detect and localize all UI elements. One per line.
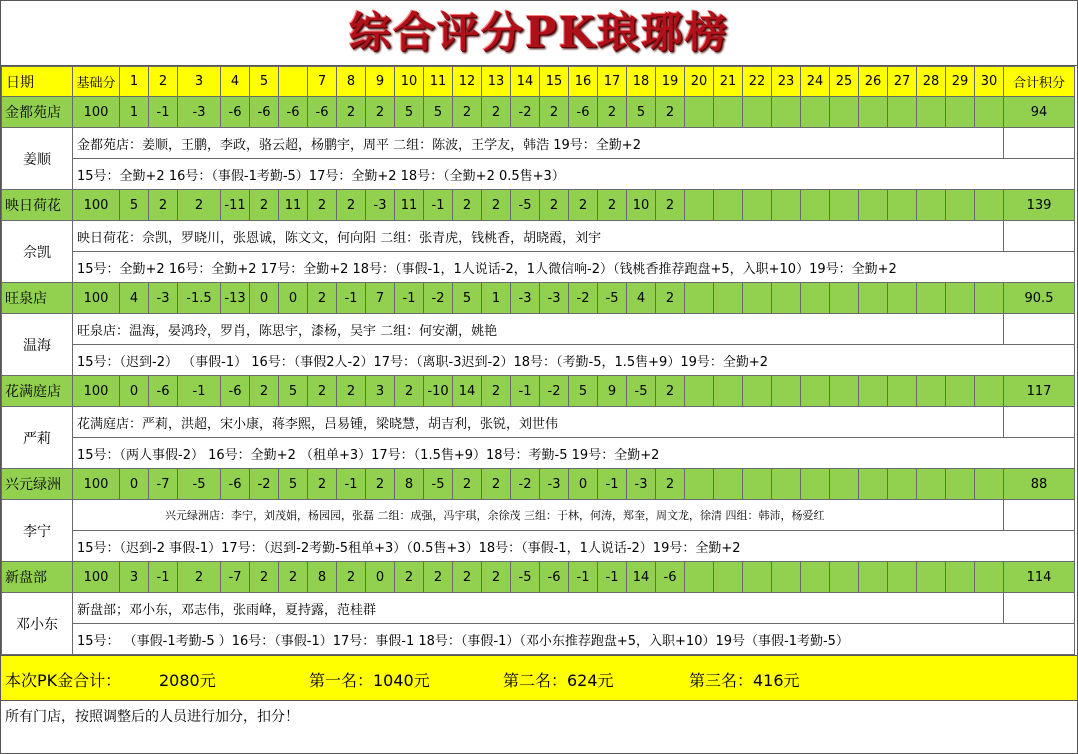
day-score-cell <box>859 190 888 221</box>
note-row <box>2 438 1075 469</box>
header-row <box>2 67 1075 97</box>
day-score-cell <box>830 376 859 407</box>
day-score-cell <box>975 97 1004 128</box>
day-score-cell: -2 <box>511 469 540 500</box>
day-score-cell <box>917 562 946 593</box>
day-score-cell <box>714 283 743 314</box>
day-score-cell: -11 <box>221 190 250 221</box>
day-score-cell: 2 <box>598 97 627 128</box>
page-title: 综合评分PK琅琊榜 <box>1 1 1077 66</box>
header-day: 7 <box>308 67 337 97</box>
day-score-cell: -3 <box>540 283 569 314</box>
day-score-cell: 2 <box>656 190 685 221</box>
day-score-cell: 2 <box>337 376 366 407</box>
day-score-cell: 2 <box>482 376 511 407</box>
pk-third-prize: 第三名：416元 <box>689 671 800 690</box>
store-row <box>2 376 1075 407</box>
store-total: 139 <box>1004 190 1075 221</box>
day-score-cell: -1 <box>178 376 221 407</box>
header-day: 15 <box>540 67 569 97</box>
staff-list: 兴元绿洲店：李宁，刘茂娟，杨园园，张磊 二组：成强，冯宇琪，余徐茂 三组：于林，何涛，郑奎，周文龙，徐清 四组：韩沛，杨爱红 <box>73 500 1004 531</box>
store-leader: 佘凯 <box>2 221 73 283</box>
day-score-cell <box>888 562 917 593</box>
blank-cell <box>1004 314 1075 345</box>
day-score-cell: 2 <box>395 562 424 593</box>
day-score-cell: 0 <box>120 376 149 407</box>
day-score-cell: 8 <box>395 469 424 500</box>
day-score-cell: 2 <box>598 190 627 221</box>
staff-list: 映日荷花：佘凯，罗晓川，张恩诚，陈文文，何向阳 二组：张青虎，钱桃香，胡晓霞，刘宇 <box>73 221 1004 252</box>
day-score-cell: -5 <box>511 190 540 221</box>
day-score-cell <box>685 469 714 500</box>
day-score-cell: 2 <box>366 97 395 128</box>
header-day: 28 <box>917 67 946 97</box>
day-score-cell: 2 <box>337 97 366 128</box>
day-score-cell <box>772 283 801 314</box>
day-score-cell: 3 <box>120 562 149 593</box>
day-score-cell <box>946 190 975 221</box>
blank-cell <box>1004 593 1075 624</box>
day-score-cell <box>801 283 830 314</box>
day-score-cell: 3 <box>366 376 395 407</box>
day-score-cell: 2 <box>279 562 308 593</box>
day-score-cell <box>714 376 743 407</box>
store-base-score: 100 <box>73 283 120 314</box>
day-score-cell: -2 <box>424 283 453 314</box>
day-score-cell: 2 <box>250 190 279 221</box>
day-score-cell <box>772 562 801 593</box>
day-score-cell: -1.5 <box>178 283 221 314</box>
day-score-cell: 2 <box>482 97 511 128</box>
day-score-cell: 2 <box>569 190 598 221</box>
day-score-cell: 2 <box>656 376 685 407</box>
day-score-cell <box>888 97 917 128</box>
header-day: 9 <box>366 67 395 97</box>
day-score-cell: 2 <box>308 469 337 500</box>
day-score-cell: 2 <box>453 97 482 128</box>
day-score-cell: 5 <box>424 97 453 128</box>
day-score-cell <box>946 562 975 593</box>
day-score-cell <box>888 376 917 407</box>
day-score-cell: 2 <box>453 562 482 593</box>
store-total: 88 <box>1004 469 1075 500</box>
score-notes: 15号： （事假-1考勤-5 ）16号：（事假-1）17号：事假-1 18号：（事假-1）（邓小东推荐跑盘+5，入职+10）19号（事假-1考勤-5） <box>73 624 1075 655</box>
note-row <box>2 593 1075 624</box>
day-score-cell: 14 <box>453 376 482 407</box>
score-notes: 15号：（两人事假-2） 16号：全勤+2 （租单+3）17号：（1.5售+9）18号：考勤-5 19号：全勤+2 <box>73 438 1075 469</box>
day-score-cell <box>772 190 801 221</box>
note-row <box>2 159 1075 190</box>
day-score-cell <box>801 190 830 221</box>
day-score-cell <box>714 469 743 500</box>
store-row <box>2 190 1075 221</box>
header-day: 26 <box>859 67 888 97</box>
day-score-cell: 2 <box>656 283 685 314</box>
header-day: 14 <box>511 67 540 97</box>
store-row <box>2 283 1075 314</box>
day-score-cell: -1 <box>337 469 366 500</box>
day-score-cell <box>975 190 1004 221</box>
day-score-cell: -1 <box>598 562 627 593</box>
header-day: 20 <box>685 67 714 97</box>
day-score-cell: 4 <box>627 283 656 314</box>
day-score-cell: 2 <box>337 190 366 221</box>
day-score-cell <box>743 469 772 500</box>
day-score-cell <box>975 376 1004 407</box>
day-score-cell: 5 <box>627 97 656 128</box>
day-score-cell <box>743 97 772 128</box>
day-score-cell: 2 <box>482 190 511 221</box>
blank-cell <box>1004 407 1075 438</box>
score-notes: 15号：全勤+2 16号：全勤+2 17号：全勤+2 18号：（事假-1，1人说话-2，1人微信响-2）（钱桃香推荐跑盘+5，入职+10）19号：全勤+2 <box>73 252 1075 283</box>
header-day: 1 <box>120 67 149 97</box>
day-score-cell: -1 <box>511 376 540 407</box>
day-score-cell <box>946 97 975 128</box>
day-score-cell: -1 <box>337 283 366 314</box>
note-row <box>2 531 1075 562</box>
day-score-cell: -2 <box>511 97 540 128</box>
day-score-cell: 2 <box>178 562 221 593</box>
store-name: 金都苑店 <box>2 97 73 128</box>
day-score-cell: -1 <box>598 469 627 500</box>
pk-total-value: 2080元 <box>159 671 216 690</box>
staff-list: 旺泉店：温海，晏鸿玲，罗肖，陈思宇，漆杨，吴宇 二组：何安潮，姚艳 <box>73 314 1004 345</box>
day-score-cell: 1 <box>120 97 149 128</box>
score-notes: 15号：（迟到-2 事假-1）17号：（迟到-2考勤-5租单+3）（0.5售+3）18号：（事假-1，1人说话-2）19号：全勤+2 <box>73 531 1075 562</box>
store-leader: 严莉 <box>2 407 73 469</box>
day-score-cell <box>888 283 917 314</box>
day-score-cell: -1 <box>569 562 598 593</box>
day-score-cell <box>801 97 830 128</box>
day-score-cell: 2 <box>250 562 279 593</box>
day-score-cell <box>801 376 830 407</box>
staff-list: 花满庭店：严莉，洪超，宋小康，蒋李熙，吕易锺，梁晓慧，胡吉利，张锐，刘世伟 <box>73 407 1004 438</box>
day-score-cell: 5 <box>279 469 308 500</box>
store-name: 旺泉店 <box>2 283 73 314</box>
day-score-cell: 2 <box>453 190 482 221</box>
day-score-cell: -10 <box>424 376 453 407</box>
day-score-cell <box>743 562 772 593</box>
header-day: 10 <box>395 67 424 97</box>
day-score-cell <box>917 469 946 500</box>
pk-total-label: 本次PK金合计： <box>5 671 122 690</box>
day-score-cell <box>801 469 830 500</box>
day-score-cell <box>975 469 1004 500</box>
day-score-cell: -1 <box>395 283 424 314</box>
day-score-cell: 0 <box>366 562 395 593</box>
day-score-cell <box>888 190 917 221</box>
header-day: 13 <box>482 67 511 97</box>
day-score-cell: -6 <box>569 97 598 128</box>
header-day: 16 <box>569 67 598 97</box>
note-row <box>2 128 1075 159</box>
footer-note: 所有门店，按照调整后的人员进行加分，扣分！ <box>5 709 299 725</box>
day-score-cell: 2 <box>540 97 569 128</box>
day-score-cell: 5 <box>120 190 149 221</box>
day-score-cell: -6 <box>540 562 569 593</box>
day-score-cell: -2 <box>540 376 569 407</box>
day-score-cell: 2 <box>366 469 395 500</box>
score-notes: 15号：全勤+2 16号：（事假-1考勤-5）17号：全勤+2 18号：（全勤+2 0.5售+3） <box>73 159 1075 190</box>
day-score-cell: -2 <box>569 283 598 314</box>
header-day: 30 <box>975 67 1004 97</box>
header-day: 25 <box>830 67 859 97</box>
day-score-cell <box>859 283 888 314</box>
day-score-cell: -6 <box>250 97 279 128</box>
day-score-cell: -13 <box>221 283 250 314</box>
day-score-cell: -5 <box>178 469 221 500</box>
day-score-cell: 2 <box>395 376 424 407</box>
day-score-cell: -1 <box>149 562 178 593</box>
day-score-cell: -6 <box>279 97 308 128</box>
day-score-cell: 9 <box>598 376 627 407</box>
store-name: 新盘部 <box>2 562 73 593</box>
header-date: 日期 <box>2 67 73 97</box>
day-score-cell: -6 <box>221 376 250 407</box>
day-score-cell: -7 <box>149 469 178 500</box>
day-score-cell <box>772 376 801 407</box>
day-score-cell: 2 <box>656 469 685 500</box>
header-day: 4 <box>221 67 250 97</box>
day-score-cell: -3 <box>540 469 569 500</box>
day-score-cell: -2 <box>250 469 279 500</box>
note-row <box>2 500 1075 531</box>
store-total: 94 <box>1004 97 1075 128</box>
day-score-cell <box>859 469 888 500</box>
day-score-cell <box>685 283 714 314</box>
store-leader: 温海 <box>2 314 73 376</box>
day-score-cell: 14 <box>627 562 656 593</box>
day-score-cell: 8 <box>308 562 337 593</box>
header-day: 29 <box>946 67 975 97</box>
day-score-cell: -3 <box>627 469 656 500</box>
day-score-cell: -6 <box>656 562 685 593</box>
store-base-score: 100 <box>73 97 120 128</box>
store-base-score: 100 <box>73 190 120 221</box>
day-score-cell: 2 <box>178 190 221 221</box>
day-score-cell: 11 <box>279 190 308 221</box>
day-score-cell: 5 <box>279 376 308 407</box>
day-score-cell: -5 <box>424 469 453 500</box>
day-score-cell: -3 <box>511 283 540 314</box>
day-score-cell <box>772 97 801 128</box>
store-leader: 李宁 <box>2 500 73 562</box>
store-name: 兴元绿洲 <box>2 469 73 500</box>
day-score-cell <box>685 376 714 407</box>
header-day: 18 <box>627 67 656 97</box>
header-day: 23 <box>772 67 801 97</box>
day-score-cell <box>975 283 1004 314</box>
day-score-cell <box>859 376 888 407</box>
day-score-cell: 0 <box>279 283 308 314</box>
day-score-cell: 2 <box>337 562 366 593</box>
store-row <box>2 469 1075 500</box>
day-score-cell: -3 <box>178 97 221 128</box>
note-row <box>2 345 1075 376</box>
day-score-cell <box>830 190 859 221</box>
day-score-cell: -5 <box>511 562 540 593</box>
day-score-cell <box>859 97 888 128</box>
store-total: 114 <box>1004 562 1075 593</box>
day-score-cell <box>830 283 859 314</box>
store-base-score: 100 <box>73 469 120 500</box>
day-score-cell <box>685 97 714 128</box>
header-day: 5 <box>250 67 279 97</box>
day-score-cell <box>830 97 859 128</box>
blank-cell <box>1004 500 1075 531</box>
day-score-cell: -3 <box>366 190 395 221</box>
day-score-cell: 2 <box>453 469 482 500</box>
day-score-cell: -6 <box>221 97 250 128</box>
day-score-cell: 11 <box>395 190 424 221</box>
store-row <box>2 562 1075 593</box>
header-day: 11 <box>424 67 453 97</box>
day-score-cell: -6 <box>149 376 178 407</box>
day-score-cell: -1 <box>424 190 453 221</box>
day-score-cell: 0 <box>250 283 279 314</box>
day-score-cell: 2 <box>308 190 337 221</box>
day-score-cell <box>714 97 743 128</box>
day-score-cell: -7 <box>221 562 250 593</box>
store-total: 117 <box>1004 376 1075 407</box>
day-score-cell: 0 <box>569 469 598 500</box>
day-score-cell: 2 <box>656 97 685 128</box>
header-day: 12 <box>453 67 482 97</box>
day-score-cell: 4 <box>120 283 149 314</box>
day-score-cell: 0 <box>120 469 149 500</box>
day-score-cell <box>917 376 946 407</box>
day-score-cell <box>859 562 888 593</box>
store-row <box>2 97 1075 128</box>
note-row <box>2 407 1075 438</box>
day-score-cell <box>830 469 859 500</box>
staff-list: 金都苑店：姜顺，王鹏，李政，骆云超，杨鹏宇，周平 二组：陈波，王学友，韩浩 19号：全勤+2 <box>73 128 1004 159</box>
store-name: 映日荷花 <box>2 190 73 221</box>
day-score-cell: 5 <box>453 283 482 314</box>
store-base-score: 100 <box>73 376 120 407</box>
day-score-cell <box>888 469 917 500</box>
day-score-cell: 2 <box>482 469 511 500</box>
day-score-cell: -5 <box>627 376 656 407</box>
day-score-cell: 5 <box>569 376 598 407</box>
pk-second-prize: 第二名：624元 <box>503 671 614 690</box>
store-total: 90.5 <box>1004 283 1075 314</box>
day-score-cell <box>946 376 975 407</box>
pk-summary <box>1 655 1077 701</box>
day-score-cell: 2 <box>308 376 337 407</box>
day-score-cell: 2 <box>308 283 337 314</box>
note-row <box>2 221 1075 252</box>
note-row <box>2 252 1075 283</box>
note-row <box>2 314 1075 345</box>
day-score-cell: -6 <box>221 469 250 500</box>
day-score-cell: 7 <box>366 283 395 314</box>
store-leader: 邓小东 <box>2 593 73 655</box>
day-score-cell <box>714 190 743 221</box>
day-score-cell: -1 <box>149 97 178 128</box>
day-score-cell: 1 <box>482 283 511 314</box>
header-day: 2 <box>149 67 178 97</box>
store-base-score: 100 <box>73 562 120 593</box>
staff-list: 新盘部；邓小东，邓志伟，张雨峰，夏持露，范桂群 <box>73 593 1004 624</box>
day-score-cell <box>801 562 830 593</box>
score-notes: 15号：（迟到-2） （事假-1） 16号：（事假2人-2）17号：（离职-3迟到-2）18号：（考勤-5，1.5售+9）19号：全勤+2 <box>73 345 1075 376</box>
store-leader: 姜顺 <box>2 128 73 190</box>
day-score-cell <box>917 283 946 314</box>
header-day: 27 <box>888 67 917 97</box>
day-score-cell <box>946 469 975 500</box>
header-day: 19 <box>656 67 685 97</box>
day-score-cell <box>917 97 946 128</box>
header-day: 17 <box>598 67 627 97</box>
day-score-cell <box>743 376 772 407</box>
header-day: 22 <box>743 67 772 97</box>
day-score-cell: 2 <box>424 562 453 593</box>
day-score-cell <box>975 562 1004 593</box>
day-score-cell: -3 <box>149 283 178 314</box>
day-score-cell <box>917 190 946 221</box>
blank-cell <box>1004 221 1075 252</box>
header-day: 8 <box>337 67 366 97</box>
day-score-cell: 2 <box>482 562 511 593</box>
day-score-cell: 10 <box>627 190 656 221</box>
header-day <box>279 67 308 97</box>
day-score-cell: 2 <box>250 376 279 407</box>
day-score-cell <box>772 469 801 500</box>
day-score-cell <box>743 190 772 221</box>
note-row <box>2 624 1075 655</box>
day-score-cell: 2 <box>149 190 178 221</box>
day-score-cell <box>743 283 772 314</box>
day-score-cell <box>830 562 859 593</box>
day-score-cell: 5 <box>395 97 424 128</box>
header-day: 21 <box>714 67 743 97</box>
day-score-cell <box>685 190 714 221</box>
day-score-cell <box>946 283 975 314</box>
store-name: 花满庭店 <box>2 376 73 407</box>
score-table <box>1 66 1075 655</box>
blank-cell <box>1004 128 1075 159</box>
day-score-cell <box>685 562 714 593</box>
header-total: 合计积分 <box>1004 67 1075 97</box>
day-score-cell: -6 <box>308 97 337 128</box>
day-score-cell: -5 <box>598 283 627 314</box>
header-day: 3 <box>178 67 221 97</box>
header-base: 基础分 <box>73 67 120 97</box>
pk-first-prize: 第一名：1040元 <box>309 671 430 690</box>
table-body <box>2 67 1075 655</box>
header-day: 24 <box>801 67 830 97</box>
day-score-cell <box>714 562 743 593</box>
day-score-cell: 2 <box>540 190 569 221</box>
